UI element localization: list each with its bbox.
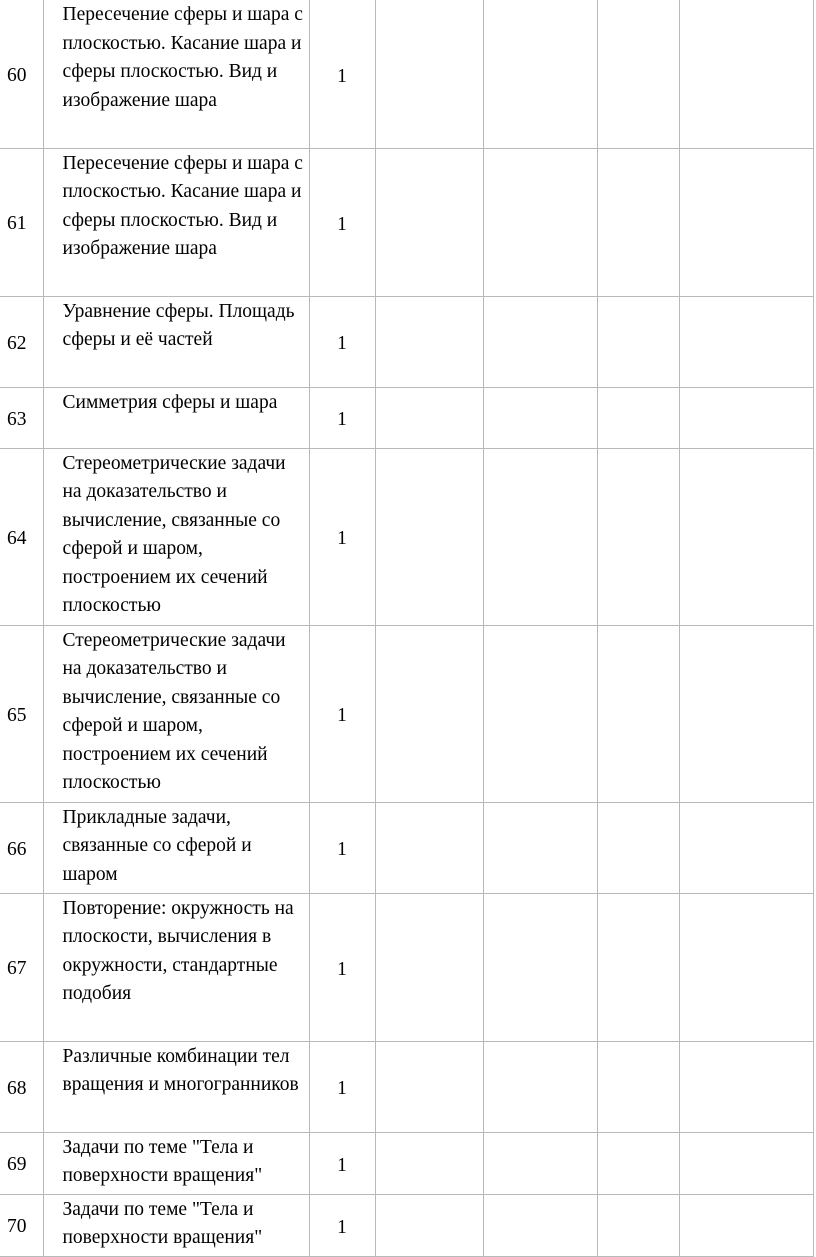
lesson-topic: Уравнение сферы. Площадь сферы и её частей [43,296,309,387]
empty-cell [597,387,679,448]
table-row [0,296,813,387]
empty-cell [483,1132,597,1194]
lesson-topic: Симметрия сферы и шара [43,387,309,448]
empty-cell [679,893,813,1041]
table-row [0,448,813,625]
empty-cell [679,148,813,296]
empty-cell [597,1041,679,1132]
lesson-hours: 1 [309,625,375,802]
lesson-number: 66 [0,802,43,893]
lesson-topic: Прикладные задачи, связанные со сферой и шаром [43,802,309,893]
lesson-number: 70 [0,1194,43,1256]
lesson-hours: 1 [309,0,375,148]
empty-cell [375,1041,483,1132]
lesson-number: 65 [0,625,43,802]
empty-cell [375,387,483,448]
lesson-hours: 1 [309,148,375,296]
empty-cell [483,148,597,296]
empty-cell [375,625,483,802]
table-row [0,893,813,1041]
lesson-number: 69 [0,1132,43,1194]
lesson-topic: Задачи по теме "Тела и поверхности вращения" [43,1194,309,1256]
empty-cell [597,893,679,1041]
empty-cell [679,1041,813,1132]
table-row [0,0,813,148]
lesson-hours: 1 [309,893,375,1041]
empty-cell [483,1194,597,1256]
lesson-hours: 1 [309,448,375,625]
lesson-hours: 1 [309,1194,375,1256]
lesson-hours: 1 [309,296,375,387]
empty-cell [679,387,813,448]
empty-cell [375,0,483,148]
empty-cell [597,0,679,148]
empty-cell [597,625,679,802]
lesson-hours: 1 [309,387,375,448]
table-row [0,1194,813,1256]
empty-cell [375,893,483,1041]
empty-cell [679,1194,813,1256]
empty-cell [597,148,679,296]
empty-cell [483,448,597,625]
empty-cell [375,296,483,387]
empty-cell [679,802,813,893]
empty-cell [679,1132,813,1194]
empty-cell [483,893,597,1041]
lesson-hours: 1 [309,1132,375,1194]
lesson-number: 63 [0,387,43,448]
lesson-number: 67 [0,893,43,1041]
empty-cell [597,448,679,625]
lesson-topic: Задачи по теме "Тела и поверхности вращения" [43,1132,309,1194]
empty-cell [679,0,813,148]
lesson-number: 64 [0,448,43,625]
lesson-topic: Стереометрические задачи на доказательство и вычисление, связанные со сферой и шаром, построением их сечений плоскостью [43,625,309,802]
lesson-topic: Пересечение сферы и шара с плоскостью. Касание шара и сферы плоскостью. Вид и изображение шара [43,0,309,148]
empty-cell [483,387,597,448]
table-row [0,148,813,296]
table-row [0,1041,813,1132]
empty-cell [375,448,483,625]
lesson-number: 60 [0,0,43,148]
empty-cell [679,448,813,625]
empty-cell [597,296,679,387]
lesson-topic: Повторение: окружность на плоскости, вычисления в окружности, стандартные подобия [43,893,309,1041]
empty-cell [597,1132,679,1194]
lesson-topic: Стереометрические задачи на доказательство и вычисление, связанные со сферой и шаром, построением их сечений плоскостью [43,448,309,625]
empty-cell [375,802,483,893]
empty-cell [679,625,813,802]
empty-cell [679,296,813,387]
lesson-topic: Различные комбинации тел вращения и многогранников [43,1041,309,1132]
empty-cell [483,296,597,387]
lesson-hours: 1 [309,802,375,893]
empty-cell [483,802,597,893]
empty-cell [597,802,679,893]
table-row [0,1132,813,1194]
empty-cell [483,1041,597,1132]
empty-cell [597,1194,679,1256]
empty-cell [483,0,597,148]
table-row [0,802,813,893]
lesson-number: 68 [0,1041,43,1132]
table-row [0,387,813,448]
empty-cell [375,148,483,296]
empty-cell [483,625,597,802]
lesson-number: 61 [0,148,43,296]
lesson-hours: 1 [309,1041,375,1132]
lesson-topic: Пересечение сферы и шара с плоскостью. Касание шара и сферы плоскостью. Вид и изображение шара [43,148,309,296]
table-row [0,625,813,802]
empty-cell [375,1132,483,1194]
empty-cell [375,1194,483,1256]
lesson-number: 62 [0,296,43,387]
